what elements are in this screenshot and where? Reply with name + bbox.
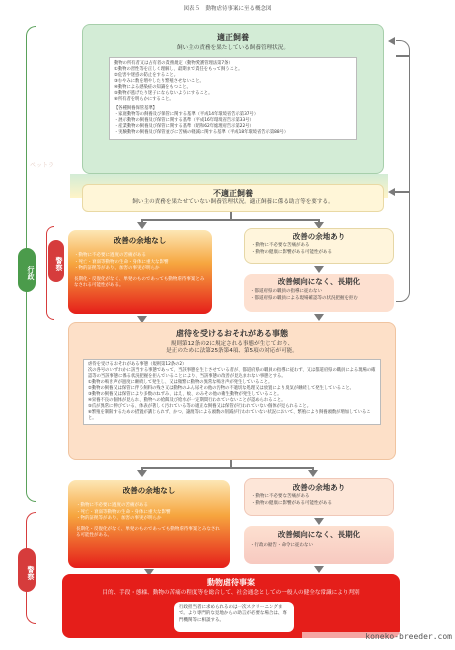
box3-subtitle-2: 是正のために法第25条第4項、第5項の対応が可能。 <box>166 348 298 355</box>
box1-line-0: 動物の所有者又は占有者の責務規定（動物愛護管理法第7条） <box>114 61 233 67</box>
box3-inner-title: 虐待を受けるおそれがある事態（規則第12条の2） <box>88 361 187 367</box>
box3-item-1: ②動物の飼養又は保管に伴う飼料の残さ又は動物のふん尿その他の汚物の不適切な処理又は放置により臭気が継続して発生していること。 <box>88 385 354 391</box>
box3-item-2: ③動物の飼養又は保管により多数のねずみ、はえ、蚊、のみその他の衛生動物が発生していること。 <box>88 391 282 397</box>
stage1-long-item-1: ・都道府県の職員による現場確認等の状況把握を拒む <box>250 295 358 301</box>
box3-item-0: ①動物の鳴き声が過度に継続して発生し、又は頻繁に動物の異常な鳴き声が発生していること。 <box>88 379 273 385</box>
stage2-room-box <box>244 478 394 516</box>
box1-line-2: ②危害や迷惑の防止をすること。 <box>114 73 179 79</box>
box-tekisei-shiyou <box>82 24 384 174</box>
label-gyosei-text: 行政 <box>27 266 35 280</box>
arrow-room-to-long-1 <box>314 266 324 273</box>
box1-standard-3: ・実験動物の飼養及び保管並びに苦痛の軽減に関する基準（平成18年環境省告示第88号） <box>114 130 289 136</box>
connector-box2-split <box>141 219 319 221</box>
stage2-no-room-item-1: ・死亡・衰弱等動物の生命・身体に重大な影響 <box>76 509 171 515</box>
right-feedback-bracket <box>396 40 410 302</box>
arrow-long2-down <box>314 566 324 573</box>
footer-url: koneko-breeder.com <box>302 632 452 641</box>
label-keisatsu-top-text: 警察 <box>55 256 63 271</box>
box3-inner <box>83 359 381 425</box>
stage1-no-room-item-2: ・物的証拠等があり、加害の事実が明らか <box>74 266 160 272</box>
figure-title: 図表５ 動物虐待事案に至る概念図 <box>183 6 272 12</box>
stage1-no-room-note: 長期化・反復化がなく、単発のものであっても動物虐待事案とみなされる可能性がある。 <box>74 276 205 288</box>
box1-line-6: ⑥所有者を明らかにすること。 <box>114 97 174 103</box>
box1-standard-0: ・家庭動物等の飼養及び保管に関する基準（平成14年環境省告示第37号） <box>114 112 259 118</box>
stage1-no-room-list <box>74 253 206 273</box>
box4-callout-text: 行政担当者に求められるのは一次スクリーニングまで。より専門的な見地からの助言が必要な場合は、専門機関等に相談する。 <box>179 605 287 623</box>
box-gyakutai-jian <box>62 574 400 638</box>
stage2-no-room-item-2: ・物的証拠等があり、加害の事実が明らか <box>76 516 162 522</box>
stage1-long-list <box>250 289 388 302</box>
stage1-room-item-1: ・動物の健康に影響がある可能性がある <box>251 249 332 255</box>
stage2-room-list <box>251 494 387 507</box>
box3-title: 虐待を受けるおそれがある事態 <box>176 329 288 338</box>
stage1-room-box <box>244 228 394 264</box>
stage1-no-room-item-0: ・動物に不必要に過度の苦痛がある <box>74 253 146 258</box>
label-keisatsu-top <box>48 240 64 282</box>
stage1-no-room-box <box>68 230 212 314</box>
box3-item-4: ⑤爪が異常に伸びている、体表が著しく汚れている等の適正な飼養又は保管が行われていない個体が見られること。 <box>88 403 311 409</box>
stage1-no-room-title: 改善の余地なし <box>113 236 167 245</box>
box1-standards-title: 【各種飼養保管基準】 <box>114 106 157 112</box>
right-feedback-arrow-1 <box>388 37 395 45</box>
box1-standard-2: ・産業動物の飼養及び保管に関する基準（昭和62年総理府告示第22号） <box>114 124 254 130</box>
box2-subtitle: 飼い主の責務を果たせていない飼養管理状況。適正飼養に係る助言等を要する。 <box>132 198 334 205</box>
left-watermark: ペットラ <box>30 162 55 169</box>
box1-title: 適正飼養 <box>217 33 249 42</box>
stage2-room-item-1: ・動物の健康に影響がある可能性がある <box>251 500 332 506</box>
stage2-no-room-note: 長期化・反復化がなく、単発のものであっても動物虐待事案とみなされる可能性がある。 <box>76 526 220 538</box>
arrow-long1-down <box>314 314 324 321</box>
stage2-no-room-title: 改善の余地なし <box>122 486 176 495</box>
stage2-no-room-box <box>68 480 230 568</box>
stage1-long-box <box>244 274 394 312</box>
box1-line-3: ③むやみに数を増やしたり繁殖させないこと。 <box>114 79 204 85</box>
box3-inner-text: 次の各号のいずれかに該当する事態であって、当該事態を生じさせている者が、都道府県の職員の指導に従わず、又は都道府県の職員による現場の確認等の当該事態に係る状況把握を拒んでいることにより、当該事態の改善が見込まれない事態とする。 <box>88 367 376 379</box>
box3-item-5: ⑥繁殖を制限するための措置が講じられず、かつ、譲渡等による頭数の削減が行われていない状況において、繁殖により飼養頭数が増加していること。 <box>88 409 371 421</box>
stage1-long-item-0: ・都道府県の職員の指導に従わない <box>250 289 322 294</box>
box4-title: 動物虐待事案 <box>207 578 255 587</box>
stage1-no-room-item-1: ・死亡・衰弱等動物の生命・身体に重大な影響 <box>74 259 169 265</box>
box1-subtitle: 飼い主の責務を果たしている飼養管理状況。 <box>177 44 289 51</box>
stage2-long-box <box>244 526 394 564</box>
label-keisatsu-bottom <box>18 548 36 592</box>
box4-callout <box>174 602 294 632</box>
stage2-room-title: 改善の余地あり <box>292 483 346 492</box>
stage2-room-item-0: ・動物に不必要な苦痛がある <box>251 494 310 499</box>
right-feedback-line-2 <box>395 191 410 193</box>
box-gyakutai-osore <box>68 322 396 460</box>
box1-standard-1: ・展示動物の飼養及び保管に関する基準（平成16年環境省告示第33号） <box>114 118 254 124</box>
box1-line-4: ④動物による感染症の知識をもつこと。 <box>114 85 191 91</box>
right-feedback-line-3 <box>396 55 410 57</box>
box1-line-1: ①動物の習性等を正しく理解し、最期まで責任をもって飼うこと。 <box>114 67 243 73</box>
stage2-long-list <box>250 543 388 550</box>
box-futekisei-shiyou <box>82 184 384 212</box>
connector-box3-split <box>141 467 313 469</box>
right-feedback-arrow-2 <box>388 188 395 196</box>
stage1-room-title: 改善の余地あり <box>292 232 346 241</box>
stage2-no-room-item-0: ・動物に不必要に過度の苦痛がある <box>76 503 148 508</box>
box4-subtitle: 目的、手段・態様、動物の苦痛の程度等を総合して、社会通念としての一般人の健全な常識により判別 <box>102 589 360 596</box>
stage2-long-item-0: ・行政の勧告・命令に従わない <box>250 543 313 548</box>
box3-subtitle-1: 規則第12条の2に規定される事態が生じており、 <box>170 340 294 347</box>
arrow-to-no-room-1 <box>137 222 147 229</box>
stage1-room-list <box>251 243 387 256</box>
box3-item-3: ④栄養不良の個体が見られ、動物への給餌及び給水が一定期間行われていないことが認められること。 <box>88 397 286 403</box>
label-gyosei <box>18 248 36 292</box>
box1-inner <box>109 57 357 140</box>
stage2-long-title: 改善傾向になく、長期化 <box>277 530 361 539</box>
stage1-long-title: 改善傾向になく、長期化 <box>277 277 361 286</box>
stage1-room-item-0: ・動物に不必要な苦痛がある <box>251 243 310 248</box>
arrow-to-room-2 <box>308 470 318 477</box>
box1-line-5: ⑤動物が逃げたり迷子にならないようにすること。 <box>114 91 213 97</box>
arrow-room-to-long-2 <box>314 518 324 525</box>
box2-title: 不適正飼養 <box>213 189 253 198</box>
stage2-no-room-list <box>76 503 222 523</box>
arrow-to-no-room-2 <box>137 470 147 477</box>
label-keisatsu-bottom-text: 警察 <box>27 566 35 580</box>
